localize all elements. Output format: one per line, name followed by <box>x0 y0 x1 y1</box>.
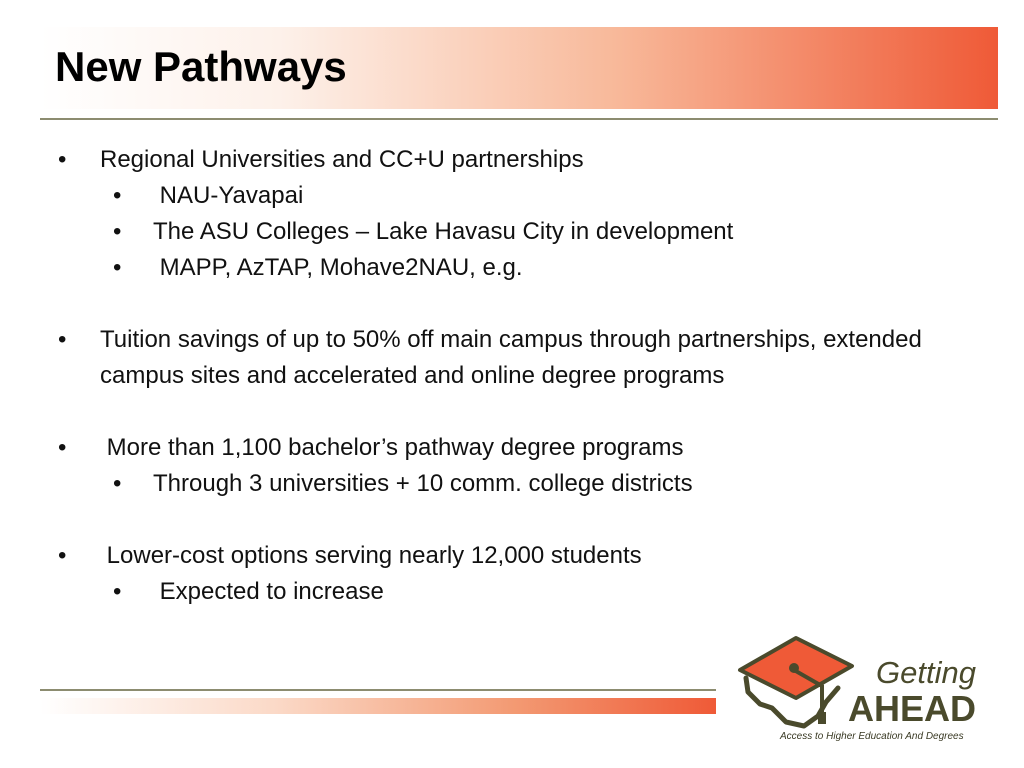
title-divider <box>40 118 998 120</box>
bullet-marker: • <box>113 254 122 281</box>
logo-ahead-text: AHEAD <box>848 688 977 729</box>
bullet-marker: • <box>58 326 67 353</box>
bullet-marker: • <box>113 182 122 209</box>
footer-gradient-bar <box>40 698 716 714</box>
slide-title: New Pathways <box>55 43 347 90</box>
bullet-text: Tuition savings of up to 50% off main campus through partnerships, extended campus sites and accelerated and online degree programs <box>100 326 922 389</box>
bullet-marker: • <box>113 578 122 605</box>
sub-bullet-item <box>58 574 1008 610</box>
bullet-text: Regional Universities and CC+U partnerships <box>100 146 584 173</box>
sub-bullet-item <box>58 214 1008 250</box>
sub-bullet-text: Through 3 universities + 10 comm. college districts <box>153 470 693 497</box>
sub-bullet-text: NAU-Yavapai <box>153 182 304 209</box>
bullet-text: Lower-cost options serving nearly 12,000 students <box>100 542 642 569</box>
spacer <box>58 286 1008 322</box>
bullet-text: More than 1,100 bachelor’s pathway degree programs <box>100 434 684 461</box>
spacer <box>58 394 1008 430</box>
bullet-marker: • <box>113 470 122 497</box>
bullet-marker: • <box>113 218 122 245</box>
sub-bullet-item <box>58 466 1008 502</box>
sub-bullet-item <box>58 250 1008 286</box>
sub-bullet-text: MAPP, AzTAP, Mohave2NAU, e.g. <box>153 254 523 281</box>
logo-getting-text: Getting <box>876 655 976 690</box>
footer-divider <box>40 689 716 691</box>
bullet-marker: • <box>58 434 67 461</box>
logo-tagline: Access to Higher Education And Degrees <box>780 731 964 742</box>
sub-bullet-text: The ASU Colleges – Lake Havasu City in development <box>153 218 734 245</box>
bullet-marker: • <box>58 146 67 173</box>
sub-bullet-item <box>58 178 1008 214</box>
bullet-marker: • <box>58 542 67 569</box>
spacer <box>58 502 1008 538</box>
bullet-item <box>58 322 1008 394</box>
bullet-item <box>58 142 1008 178</box>
sub-bullet-text: Expected to increase <box>153 578 384 605</box>
bullet-item <box>58 538 1008 574</box>
bullet-item <box>58 430 1008 466</box>
slide-body <box>58 142 1008 610</box>
